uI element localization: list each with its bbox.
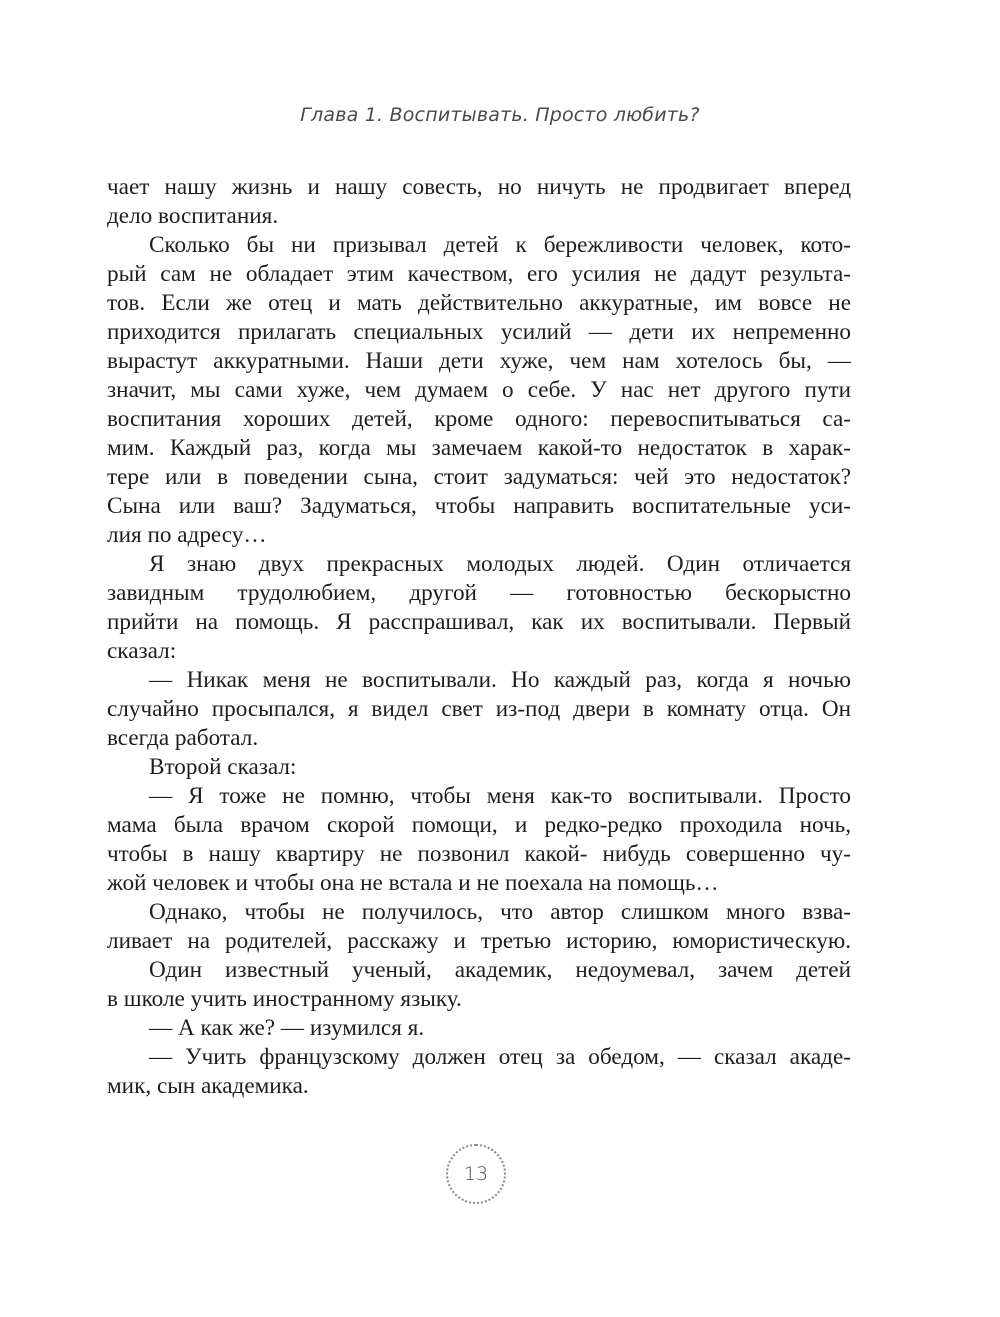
running-head: Глава 1. Воспитывать. Просто любить? (300, 104, 700, 126)
text-line: — А как же? — изумился я. (149, 1015, 425, 1041)
text-line: ливает на родителей, расскажу и третью историю, юмористическую. (107, 928, 851, 954)
body-text (107, 173, 851, 1101)
text-line: мик, сын академика. (107, 1073, 309, 1099)
text-line: вырастут аккуратными. Наши дети хуже, чем нам хотелось бы, — (107, 348, 851, 374)
text-line: воспитания хороших детей, кроме одного: перевоспитываться са- (107, 406, 851, 432)
text-line: лия по адресу… (107, 522, 267, 548)
page-number: 13 (463, 1163, 489, 1185)
text-line: Сына или ваш? Задуматься, чтобы направить воспитательные уси- (107, 493, 851, 519)
text-line: — Учить французскому должен отец за обедом, — сказал акаде- (149, 1044, 851, 1070)
text-line: чает нашу жизнь и нашу совесть, но ничуть не продвигает вперед (107, 174, 851, 200)
text-line: — Я тоже не помню, чтобы меня как-то воспитывали. Просто (149, 783, 851, 809)
text-line: сказал: (107, 638, 177, 664)
text-line: Однако, чтобы не получилось, что автор слишком много взва- (149, 899, 851, 925)
text-line: мим. Каждый раз, когда мы замечаем какой-то недостаток в харак- (107, 435, 851, 461)
text-line: тов. Если же отец и мать действительно аккуратные, им вовсе не (107, 290, 851, 316)
text-line: значит, мы сами хуже, чем думаем о себе. У нас нет другого пути (107, 377, 851, 403)
page-number-badge (446, 1144, 506, 1204)
text-line: жой человек и чтобы она не встала и не поехала на помощь… (107, 870, 719, 896)
text-line: завидным трудолюбием, другой — готовностью бескорыстно (107, 580, 851, 606)
text-line: прийти на помощь. Я расспрашивал, как их воспитывали. Первый (107, 609, 851, 635)
text-line: Один известный ученый, академик, недоумевал, зачем детей (149, 957, 851, 983)
text-line: приходится прилагать специальных усилий — дети их непременно (107, 319, 851, 345)
text-line: чтобы в нашу квартиру не позвонил какой- нибудь совершенно чу- (107, 841, 851, 867)
text-line: Второй сказал: (149, 754, 297, 780)
text-line: Сколько бы ни призывал детей к бережливости человек, кото- (149, 232, 851, 258)
text-line: дело воспитания. (107, 203, 279, 229)
text-line: рый сам не обладает этим качеством, его усилия не дадут результа- (107, 261, 851, 287)
text-line: всегда работал. (107, 725, 259, 751)
text-line: случайно просыпался, я видел свет из-под двери в комнату отца. Он (107, 696, 851, 722)
text-line: Я знаю двух прекрасных молодых людей. Один отличается (149, 551, 851, 577)
text-line: — Никак меня не воспитывали. Но каждый раз, когда я ночью (149, 667, 851, 693)
text-line: мама была врачом скорой помощи, и редко-редко проходила ночь, (107, 812, 851, 838)
text-line: тере или в поведении сына, стоит задуматься: чей это недостаток? (107, 464, 851, 490)
text-line: в школе учить иностранному языку. (107, 986, 462, 1012)
